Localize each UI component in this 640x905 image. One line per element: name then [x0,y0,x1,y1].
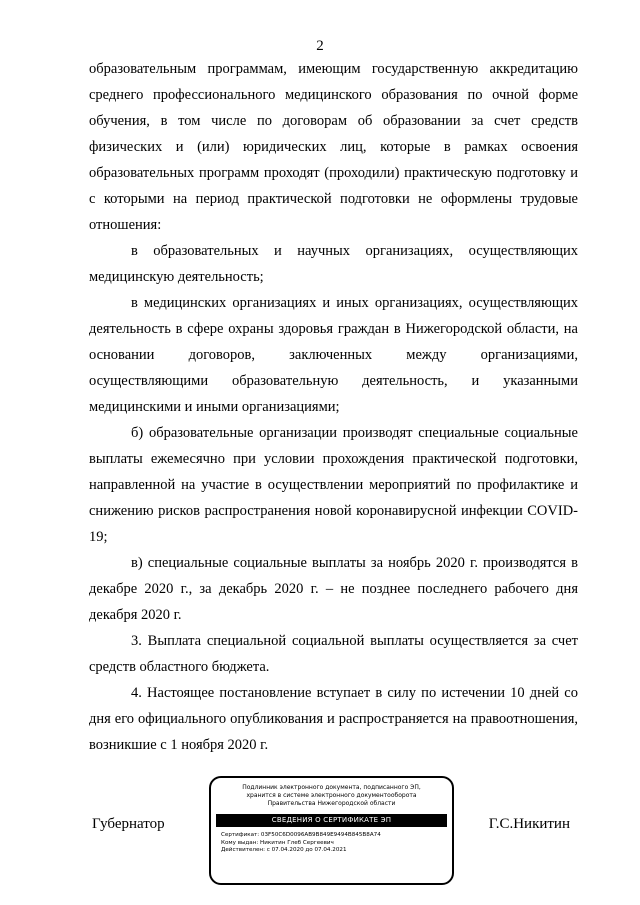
signatory-name: Г.С.Никитин [488,816,570,832]
paragraph: в) специальные социальные выплаты за ноябрь 2020 г. производятся в декабре 2020 г., за декабрь 2020 г. – не позднее последнего рабочего дня декабря 2020 г. [89,555,578,623]
stamp-line: Подлинник электронного документа, подписанного ЭП, [242,784,421,791]
stamp-issued-to: Кому выдан: Никитин Глеб Сергеевич [221,839,334,846]
electronic-signature-stamp [209,776,454,885]
paragraph: 4. Настоящее постановление вступает в силу по истечении 10 дней со дня его официального опубликования и распространяется на правоотношения, возникшие с 1 ноября 2020 г. [89,685,578,753]
paragraph: 3. Выплата специальной социальной выплаты осуществляется за счет средств областного бюджета. [89,633,578,675]
stamp-line: хранится в системе электронного документооборота [246,792,417,799]
stamp-line: Правительства Нижегородской области [267,800,396,807]
paragraph: образовательным программам, имеющим государственную аккредитацию среднего профессионального медицинского образования по очной форме обучения, в том числе по договорам об образовании за счет средств физических и (или) юридических лиц, которые в рамках освоения образовательных программ проходят (проходили) практическую подготовку и с которыми на период практической подготовки не оформлены трудовые отношения: [89,61,578,233]
page-number: 2 [316,38,324,54]
signatory-title: Губернатор [92,816,165,832]
stamp-certificate-number: Сертификат: 03F50C6D0096AB9B849E9494B845B8A74 [221,832,381,838]
stamp-certificate-details [211,827,452,855]
stamp-header [211,778,452,808]
paragraph: б) образовательные организации производят специальные социальные выплаты ежемесячно при условии прохождения практической подготовки, направленной на участие в осуществлении мероприятий по профилактике и снижению рисков распространения новой коронавирусной инфекции COVID-19; [89,425,578,545]
paragraph: в образовательных и научных организациях, осуществляющих медицинскую деятельность; [89,243,578,285]
stamp-certificate-banner: СВЕДЕНИЯ О СЕРТИФИКАТЕ ЭП [216,814,447,827]
document-body [89,56,578,758]
paragraph: в медицинских организациях и иных организациях, осуществляющих деятельность в сфере охраны здоровья граждан в Нижегородской области, на основании договоров, заключенных между организациями, осуществляющими образовательную деятельность, и указанными медицинскими и иными организациями; [89,295,578,415]
stamp-validity: Действителен: с 07.04.2020 до 07.04.2021 [221,847,347,853]
